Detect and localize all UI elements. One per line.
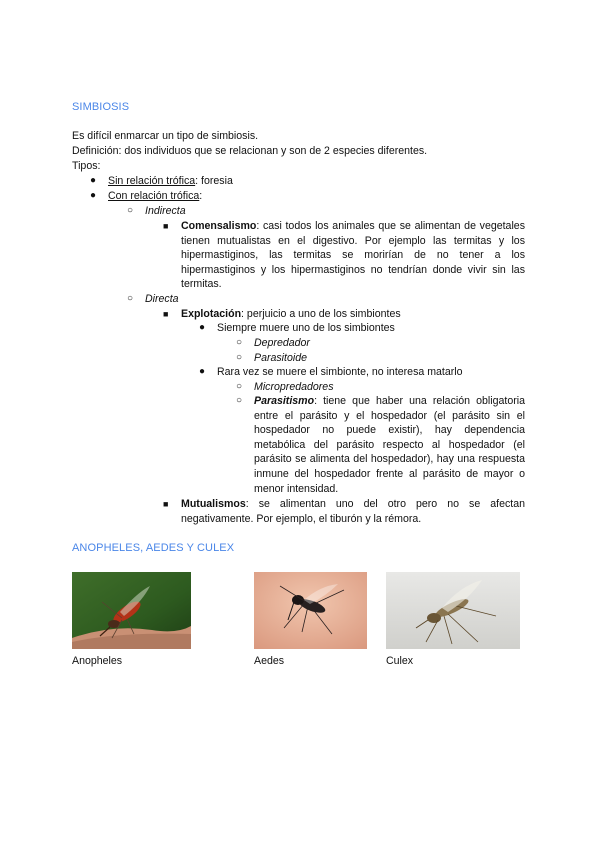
sin-relacion-text: : foresia (195, 175, 233, 187)
intro-line-2: Definición: dos individuos que se relacionan y son de 2 especies diferentes. (72, 145, 428, 157)
sin-relacion-label: Sin relación trófica (108, 175, 196, 187)
heading-mosquitos: ANOPHELES, AEDES Y CULEX (72, 542, 235, 554)
micropredadores-item: Micropredadores (254, 381, 334, 393)
anopheles-image (72, 572, 191, 649)
list-item-indirecta: Indirecta (145, 205, 186, 217)
list-item-sin-relacion (108, 174, 233, 189)
comensalismo-paragraph (181, 219, 525, 292)
aedes-image (254, 572, 367, 649)
mutualismos-text: : se alimentan uno del otro pero no se afectan negativamente. Por ejemplo, el tiburón y la rémora. (181, 498, 525, 525)
heading-simbiosis: SIMBIOSIS (72, 101, 130, 113)
depredador-item: Depredador (254, 337, 310, 349)
bullet-square-icon: ■ (163, 499, 169, 509)
bullet-circle-icon: ○ (236, 337, 243, 348)
bullet-square-icon: ■ (163, 221, 169, 231)
caption-aedes: Aedes (254, 655, 285, 667)
comensalismo-term: Comensalismo (181, 220, 257, 232)
bullet-disc-icon: ● (199, 366, 206, 377)
intro-line-1: Es difícil enmarcar un tipo de simbiosis. (72, 130, 259, 142)
parasitismo-text: : tiene que haber una relación obligatoria entre el parásito y el hospedador (el parásito sin el hospedador no puede existir), hay dependencia metabólica del parásito respecto al hospedador (el parásito se alimenta del hospedador), hay una respuesta inmune del hospedador frente al parásito de mayor o menor intensidad. (254, 395, 525, 495)
parasitoide-item: Parasitoide (254, 352, 307, 364)
rara-item: Rara vez se muere el simbionte, no interesa matarlo (217, 366, 463, 378)
parasitismo-term: Parasitismo (254, 395, 315, 407)
bullet-square-icon: ■ (163, 309, 169, 319)
mutualismos-term: Mutualismos (181, 498, 246, 510)
list-item-directa: Directa (145, 293, 179, 305)
explotacion-text: : perjuicio a uno de los simbiontes (241, 308, 401, 320)
parasitismo-paragraph (254, 394, 525, 496)
con-relacion-text: : (199, 190, 203, 202)
siempre-item: Siempre muere uno de los simbiontes (217, 322, 395, 334)
bullet-circle-icon: ○ (236, 395, 243, 406)
con-relacion-label: Con relación trófica (108, 190, 200, 202)
bullet-disc-icon: ● (90, 190, 97, 201)
bullet-disc-icon: ● (90, 175, 97, 186)
caption-culex: Culex (386, 655, 414, 667)
bullet-circle-icon: ○ (127, 293, 134, 304)
explotacion-term: Explotación (181, 308, 242, 320)
comensalismo-text: : casi todos los animales que se alimentan de vegetales tienen mutualistas en el digestivo. Por ejemplo las termitas y los hipermastiginos, las termitas se morirían de no tener a los hipermastiginos y los hipermastiginos no tendrían donde vivir sin las termitas. (181, 220, 525, 291)
caption-anopheles: Anopheles (72, 655, 123, 667)
bullet-circle-icon: ○ (236, 352, 243, 363)
bullet-circle-icon: ○ (236, 381, 243, 392)
list-item-con-relacion (108, 189, 202, 204)
intro-line-3: Tipos: (72, 160, 101, 172)
mutualismos-paragraph (181, 497, 525, 526)
bullet-circle-icon: ○ (127, 205, 134, 216)
bullet-disc-icon: ● (199, 322, 206, 333)
culex-image (386, 572, 520, 649)
explotacion-item (181, 307, 401, 322)
